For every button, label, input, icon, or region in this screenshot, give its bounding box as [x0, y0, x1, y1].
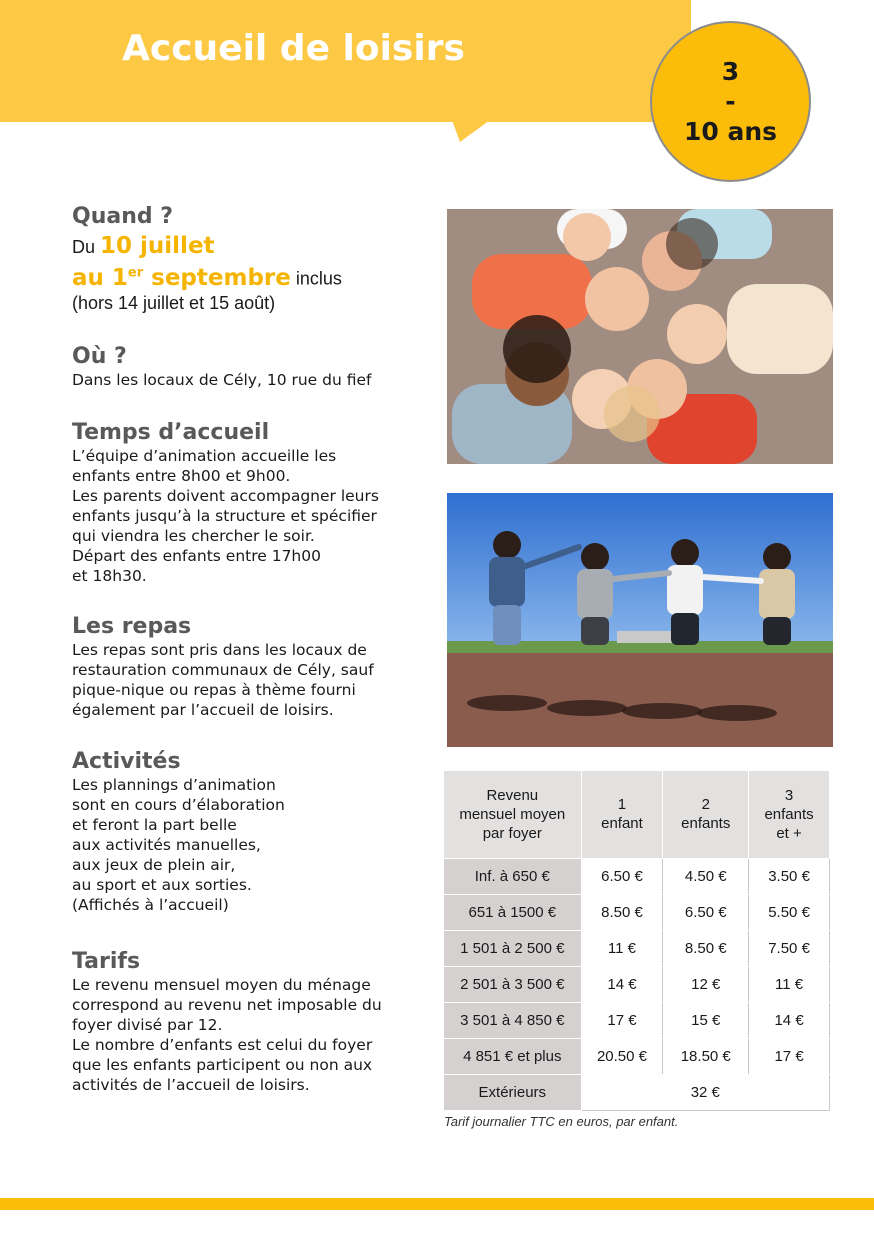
date-end: au 1er septembre	[72, 264, 291, 291]
children-jumping-photo	[447, 493, 833, 747]
banner-speech-tail	[452, 120, 490, 142]
header-revenu: Revenu mensuel moyen par foyer	[444, 771, 582, 858]
date-start: 10 juillet	[100, 233, 215, 259]
age-min: 3	[721, 56, 740, 86]
age-badge	[650, 21, 811, 182]
header-3-enfants: 3 enfants et +	[749, 771, 830, 858]
page-title: Accueil de loisirs	[122, 28, 465, 69]
dates-line-2: au 1er septembre inclus	[72, 264, 342, 291]
header-1-enfant: 1 enfant	[581, 771, 663, 858]
pricing-table	[443, 771, 830, 1111]
footer-bar	[0, 1198, 874, 1210]
table-footnote: Tarif journalier TTC en euros, par enfant.	[444, 1114, 679, 1129]
children-jumping-illustration	[447, 493, 833, 747]
section-body: Les repas sont pris dans les locaux de restauration communaux de Cély, sauf pique-nique ou repas à thème fourni également par l’accueil de loisirs.	[72, 641, 374, 719]
section-ou	[72, 344, 372, 390]
table-header-row	[444, 771, 830, 858]
section-tarifs	[72, 949, 422, 1095]
address-text: Dans les locaux de Cély, 10 rue du fief	[72, 371, 372, 389]
section-temps-accueil	[72, 420, 422, 586]
dates-line-1: Du 10 juillet	[72, 233, 215, 259]
section-body: Les plannings d’animation sont en cours d’élaboration et feront la part belle aux activités manuelles, aux jeux de plein air, au sport et aux sorties. (Affichés à l’accueil)	[72, 776, 285, 914]
section-repas	[72, 614, 422, 720]
section-heading: Temps d’accueil	[72, 420, 270, 445]
table-row: 2 501 à 3 500 € 14 € 12 € 11 €	[444, 966, 830, 1002]
section-activites	[72, 749, 422, 915]
section-quand	[72, 204, 342, 314]
section-body: L’équipe d’animation accueille les enfants entre 8h00 et 9h00. Les parents doivent accompagner leurs enfants jusqu’à la structure et spécifier qui viendra les chercher le soir. Départ des enfants entre 17h00 et 18h30.	[72, 447, 379, 585]
dates-exception: (hors 14 juillet et 15 août)	[72, 292, 276, 313]
section-heading: Activités	[72, 749, 181, 774]
section-heading: Quand ?	[72, 204, 174, 229]
children-lying-photo	[447, 209, 833, 464]
table-row: 1 501 à 2 500 € 11 € 8.50 € 7.50 €	[444, 930, 830, 966]
table-row: 4 851 € et plus 20.50 € 18.50 € 17 €	[444, 1038, 830, 1074]
header-2-enfants: 2 enfants	[663, 771, 749, 858]
section-heading: Où ?	[72, 344, 127, 369]
children-lying-illustration	[447, 209, 833, 464]
section-heading: Tarifs	[72, 949, 141, 974]
age-max: 10 ans	[683, 116, 778, 146]
age-separator: -	[725, 86, 736, 116]
table-row-exterieurs: Extérieurs 32 €	[444, 1074, 830, 1110]
section-heading: Les repas	[72, 614, 192, 639]
table-row: 651 à 1500 € 8.50 € 6.50 € 5.50 €	[444, 894, 830, 930]
table-row: 3 501 à 4 850 € 17 € 15 € 14 €	[444, 1002, 830, 1038]
section-body: Le revenu mensuel moyen du ménage correspond au revenu net imposable du foyer divisé par 12. Le nombre d’enfants est celui du foyer que les enfants participent ou non aux activités de l’accueil de loisirs.	[72, 976, 382, 1094]
table-row: Inf. à 650 € 6.50 € 4.50 € 3.50 €	[444, 858, 830, 894]
